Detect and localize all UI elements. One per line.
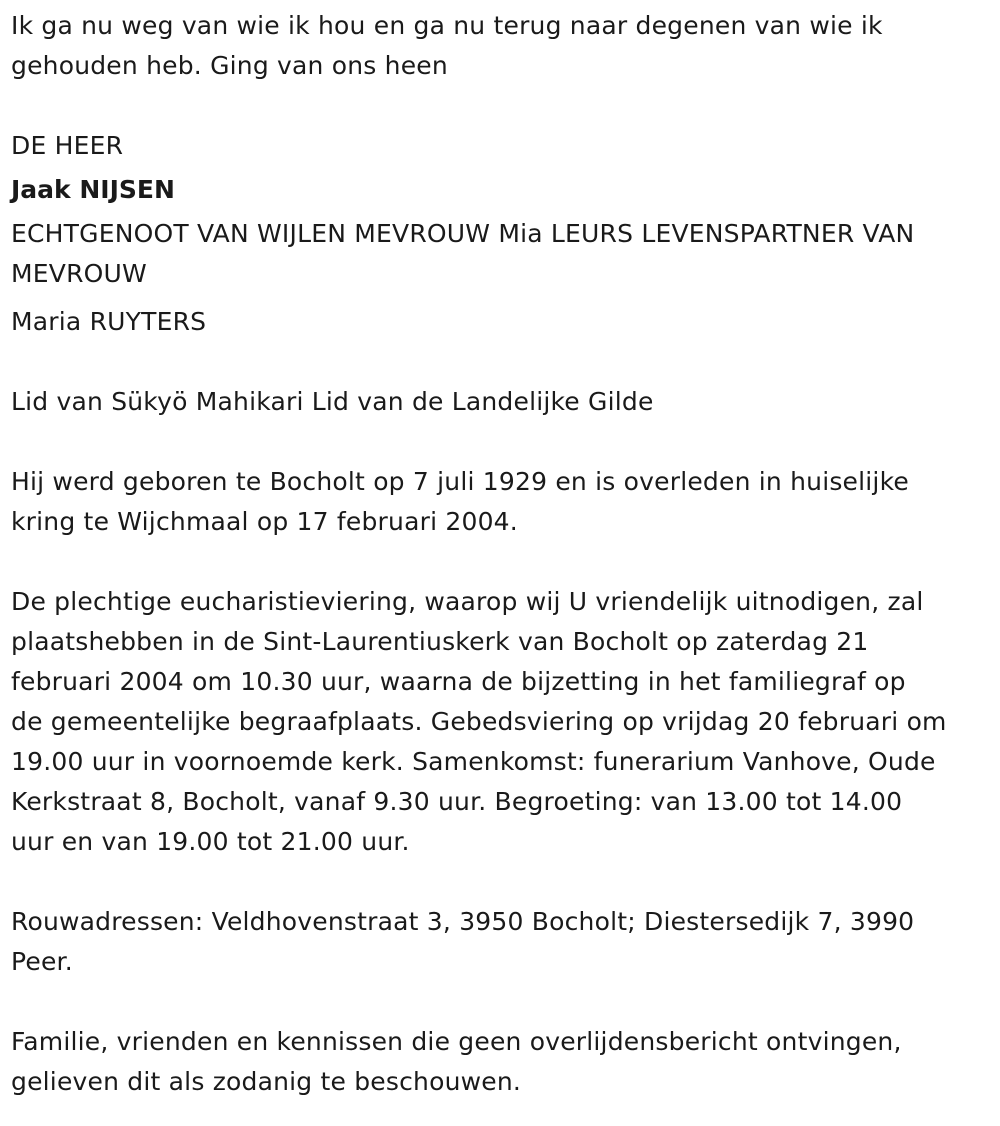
motto-line: gehouden heb. Ging van ons heen xyxy=(11,51,448,80)
deceased-name: Jaak NIJSEN xyxy=(11,175,175,204)
motto-line: Ik ga nu weg van wie ik hou en ga nu terug naar degenen van wie ik xyxy=(11,11,883,40)
addresses-line: Rouwadressen: Veldhovenstraat 3, 3950 Bocholt; Diestersedijk 7, 3990 xyxy=(11,907,915,936)
addresses-paragraph xyxy=(11,902,996,982)
ceremony-line: de gemeentelijke begraafplaats. Gebedsviering op vrijdag 20 februari om xyxy=(11,707,947,736)
birth-death-line: kring te Wijchmaal op 17 februari 2004. xyxy=(11,507,518,536)
relations-line: MEVROUW xyxy=(11,259,147,288)
ceremony-line: februari 2004 om 10.30 uur, waarna de bijzetting in het familiegraf op xyxy=(11,667,906,696)
spacer xyxy=(11,422,996,462)
spacer xyxy=(11,294,996,302)
ceremony-line: plaatshebben in de Sint-Laurentiuskerk van Bocholt op zaterdag 21 xyxy=(11,627,869,656)
death-notice xyxy=(11,6,996,1102)
birth-death-paragraph xyxy=(11,462,996,542)
addresses-line: Peer. xyxy=(11,947,73,976)
spacer xyxy=(11,342,996,382)
ceremony-line: 19.00 uur in voornoemde kerk. Samenkomst: funerarium Vanhove, Oude xyxy=(11,747,936,776)
closing-line: Familie, vrienden en kennissen die geen overlijdensbericht ontvingen, xyxy=(11,1027,902,1056)
spacer xyxy=(11,542,996,582)
spacer xyxy=(11,982,996,1022)
spacer xyxy=(11,86,996,126)
closing-line: gelieven dit als zodanig te beschouwen. xyxy=(11,1067,522,1096)
ceremony-line: uur en van 19.00 tot 21.00 uur. xyxy=(11,827,410,856)
closing-paragraph xyxy=(11,1022,996,1102)
relations xyxy=(11,214,996,294)
motto xyxy=(11,6,996,86)
ceremony-paragraph xyxy=(11,582,996,862)
memberships: Lid van Sükyö Mahikari Lid van de Landelijke Gilde xyxy=(11,387,654,416)
spacer xyxy=(11,862,996,902)
ceremony-line: De plechtige eucharistieviering, waarop wij U vriendelijk uitnodigen, zal xyxy=(11,587,924,616)
ceremony-line: Kerkstraat 8, Bocholt, vanaf 9.30 uur. Begroeting: van 13.00 tot 14.00 xyxy=(11,787,903,816)
birth-death-line: Hij werd geboren te Bocholt op 7 juli 1929 en is overleden in huiselijke xyxy=(11,467,909,496)
honorific: DE HEER xyxy=(11,131,124,160)
partner-name: Maria RUYTERS xyxy=(11,307,207,336)
relations-line: ECHTGENOOT VAN WIJLEN MEVROUW Mia LEURS LEVENSPARTNER VAN xyxy=(11,219,915,248)
